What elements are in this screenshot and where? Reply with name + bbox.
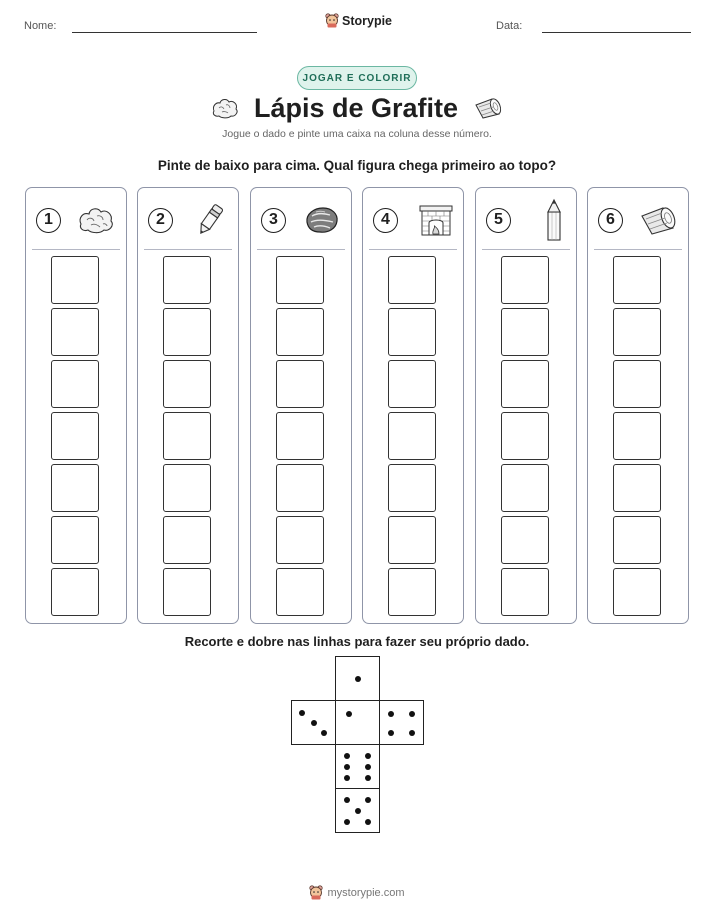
cut-instruction: Recorte e dobre nas linhas para fazer seu próprio dado. — [184, 634, 530, 649]
column-number: 3 — [261, 208, 286, 233]
activity-badge: JOGAR E COLORIR — [297, 66, 417, 90]
fireplace-icon — [419, 203, 453, 237]
column-5 — [475, 187, 577, 624]
column-number: 6 — [598, 208, 623, 233]
date-label: Data: — [496, 20, 523, 32]
die-pip — [299, 710, 305, 716]
color-box[interactable] — [163, 360, 211, 408]
page-title: Lápis de Grafite — [253, 92, 459, 123]
die-face-1 — [335, 700, 380, 745]
footer-url[interactable]: mystorypie.com — [327, 886, 405, 899]
column-number: 4 — [373, 208, 398, 233]
storypie-mascot-icon — [309, 885, 323, 900]
die-face-4 — [379, 700, 424, 745]
color-box[interactable] — [276, 516, 324, 564]
storypie-mascot-icon — [325, 13, 339, 28]
column-header — [486, 202, 566, 238]
column-number: 1 — [36, 208, 61, 233]
die-pip — [321, 730, 327, 736]
color-box[interactable] — [163, 568, 211, 616]
column-header — [36, 202, 116, 238]
color-box[interactable] — [613, 516, 661, 564]
column-divider — [144, 249, 232, 250]
color-box[interactable] — [501, 360, 549, 408]
die-pip — [409, 730, 415, 736]
color-box[interactable] — [613, 412, 661, 460]
color-box[interactable] — [501, 256, 549, 304]
color-box[interactable] — [163, 464, 211, 512]
color-box[interactable] — [51, 464, 99, 512]
color-box[interactable] — [163, 308, 211, 356]
color-box[interactable] — [613, 568, 661, 616]
color-box[interactable] — [613, 360, 661, 408]
name-label: Nome: — [24, 20, 57, 32]
die-pip — [388, 711, 394, 717]
die-pip — [344, 797, 350, 803]
color-box[interactable] — [276, 412, 324, 460]
subtitle: Jogue o dado e pinte uma caixa na coluna desse número. — [222, 128, 492, 140]
die-pip — [365, 775, 371, 781]
color-box[interactable] — [163, 516, 211, 564]
column-header — [261, 202, 341, 238]
die-pip — [344, 819, 350, 825]
wood-log-icon — [638, 204, 678, 236]
color-box[interactable] — [51, 516, 99, 564]
color-box[interactable] — [501, 568, 549, 616]
color-box[interactable] — [388, 464, 436, 512]
color-box[interactable] — [388, 360, 436, 408]
date-line — [542, 32, 691, 33]
column-divider — [32, 249, 120, 250]
die-pip — [344, 764, 350, 770]
color-box[interactable] — [388, 516, 436, 564]
column-6 — [587, 187, 689, 624]
die-pip — [365, 797, 371, 803]
color-box[interactable] — [501, 516, 549, 564]
graphite-chunk-icon — [210, 96, 240, 120]
die-pip — [388, 730, 394, 736]
column-2 — [137, 187, 239, 624]
die-pip — [311, 720, 317, 726]
die-face-5 — [335, 788, 380, 833]
color-box[interactable] — [276, 360, 324, 408]
pencil-icon — [542, 198, 566, 242]
column-number: 2 — [148, 208, 173, 233]
column-number: 5 — [486, 208, 511, 233]
column-divider — [482, 249, 570, 250]
name-line — [72, 32, 257, 33]
die-pip — [355, 676, 361, 682]
worksheet-header — [0, 0, 714, 50]
pencil-eraser-icon — [192, 202, 228, 238]
wood-log-icon — [472, 96, 504, 120]
color-box[interactable] — [51, 412, 99, 460]
color-box[interactable] — [501, 412, 549, 460]
column-divider — [594, 249, 682, 250]
column-header — [148, 202, 228, 238]
die-face-3 — [291, 700, 336, 745]
color-box[interactable] — [51, 568, 99, 616]
die-face-6 — [335, 744, 380, 789]
brand-name: Storypie — [342, 13, 393, 28]
color-box[interactable] — [51, 308, 99, 356]
color-box[interactable] — [163, 412, 211, 460]
die-pip — [346, 711, 352, 717]
color-box[interactable] — [388, 568, 436, 616]
color-box[interactable] — [163, 256, 211, 304]
color-box[interactable] — [613, 464, 661, 512]
die-pip — [365, 753, 371, 759]
column-divider — [369, 249, 457, 250]
color-box[interactable] — [501, 308, 549, 356]
color-box[interactable] — [276, 308, 324, 356]
column-4 — [362, 187, 464, 624]
column-1 — [25, 187, 127, 624]
color-box[interactable] — [276, 256, 324, 304]
die-pip — [344, 775, 350, 781]
color-box[interactable] — [276, 464, 324, 512]
die-pip — [344, 753, 350, 759]
die-pip — [409, 711, 415, 717]
column-header — [373, 202, 453, 238]
graphite-chunk-icon — [76, 204, 116, 236]
color-box[interactable] — [388, 256, 436, 304]
column-divider — [257, 249, 345, 250]
color-box[interactable] — [613, 256, 661, 304]
die-pip — [365, 764, 371, 770]
color-box[interactable] — [501, 464, 549, 512]
color-box[interactable] — [388, 308, 436, 356]
title-row — [0, 90, 714, 126]
footer — [0, 885, 714, 900]
color-box[interactable] — [51, 360, 99, 408]
instruction: Pinte de baixo para cima. Qual figura chega primeiro ao topo? — [157, 158, 557, 173]
color-box[interactable] — [276, 568, 324, 616]
die-pip — [365, 819, 371, 825]
brand-logo — [325, 13, 392, 28]
color-box[interactable] — [388, 412, 436, 460]
column-header — [598, 202, 678, 238]
color-box[interactable] — [613, 308, 661, 356]
graphite-rock-icon — [303, 204, 341, 236]
die-face-1 — [335, 656, 380, 701]
color-box[interactable] — [51, 256, 99, 304]
die-pip — [355, 808, 361, 814]
column-3 — [250, 187, 352, 624]
